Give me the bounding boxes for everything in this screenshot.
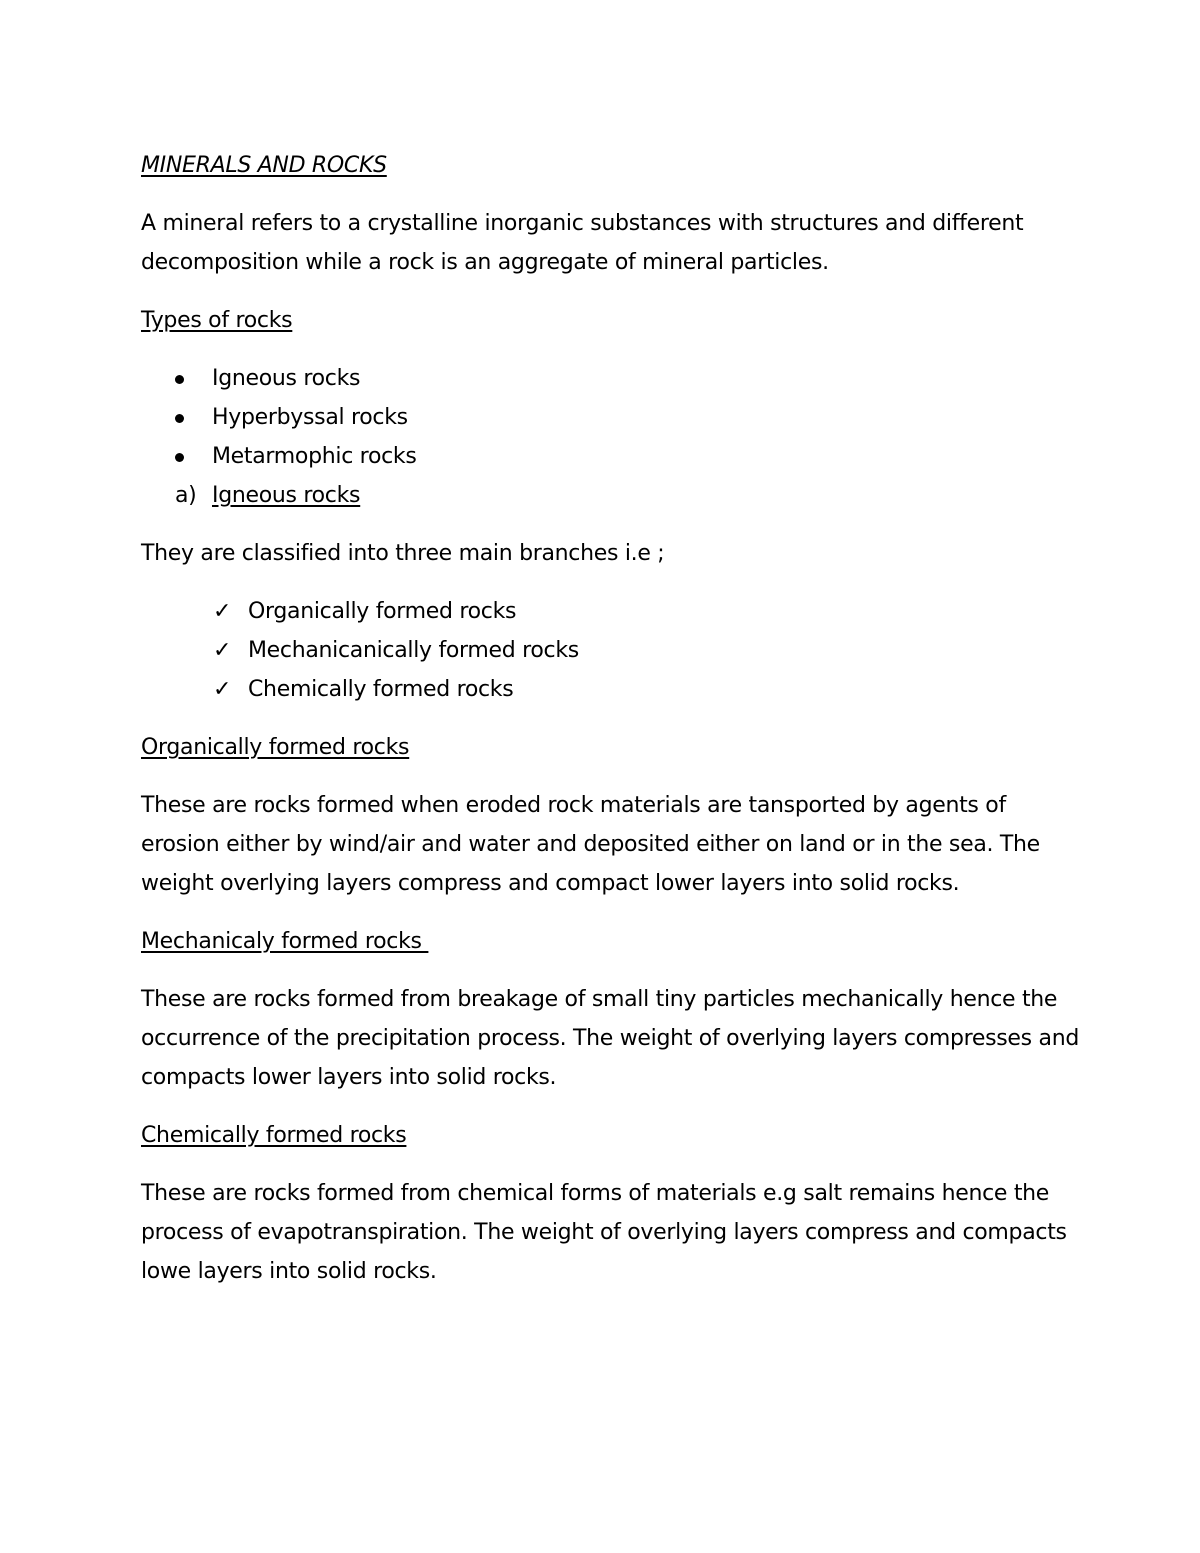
list-item-label: Hyperbyssal rocks <box>212 405 408 430</box>
mechanical-heading <box>141 922 1081 961</box>
checkmark-icon: ✓ <box>213 638 232 663</box>
list-item <box>141 592 1081 631</box>
section-a-marker: a) <box>175 483 197 508</box>
list-item <box>141 631 1081 670</box>
rock-types-list <box>141 359 1081 476</box>
organic-paragraph: These are rocks formed when eroded rock materials are tansported by agents of erosion either by wind/air and water and deposited either on land or in the sea. The weight overlying layers compress and compact lower layers into solid rocks. <box>141 793 1040 896</box>
section-a-heading <box>141 476 1081 515</box>
list-item-label: Chemically formed rocks <box>248 677 514 702</box>
list-item <box>141 437 1081 476</box>
section-a-label: Igneous rocks <box>212 483 361 508</box>
branches-list <box>141 592 1081 709</box>
mechanical-paragraph: These are rocks formed from breakage of small tiny particles mechanically hence the occurrence of the precipitation process. The weight of overlying layers compresses and compacts lower layers into solid rocks. <box>141 987 1080 1090</box>
chemical-heading-text: Chemically formed rocks <box>141 1123 407 1148</box>
classified-paragraph: They are classified into three main branches i.e ; <box>141 541 665 566</box>
title-text: MINERALS AND ROCKS <box>141 153 387 178</box>
types-heading-text: Types of rocks <box>141 308 293 333</box>
bullet-icon <box>175 375 184 384</box>
list-item <box>141 398 1081 437</box>
checkmark-icon: ✓ <box>213 599 232 624</box>
list-item-label: Mechanicanically formed rocks <box>248 638 579 663</box>
organic-heading-text: Organically formed rocks <box>141 735 410 760</box>
types-heading <box>141 301 1081 340</box>
list-item <box>141 670 1081 709</box>
chemical-heading <box>141 1116 1081 1155</box>
list-item-label: Metarmophic rocks <box>212 444 417 469</box>
bullet-icon <box>175 414 184 423</box>
list-item-label: Organically formed rocks <box>248 599 517 624</box>
intro-paragraph: A mineral refers to a crystalline inorganic substances with structures and different decomposition while a rock is an aggregate of mineral particles. <box>141 211 1024 275</box>
chemical-paragraph: These are rocks formed from chemical forms of materials e.g salt remains hence the process of evapotranspiration. The weight of overlying layers compress and compacts lowe layers into solid rocks. <box>141 1181 1067 1284</box>
document-body <box>141 146 1081 1310</box>
document-title <box>141 146 1081 185</box>
checkmark-icon: ✓ <box>213 677 232 702</box>
organic-heading <box>141 728 1081 767</box>
mechanical-heading-text: Mechanicaly formed rocks <box>141 929 429 954</box>
list-item <box>141 359 1081 398</box>
bullet-icon <box>175 453 184 462</box>
list-item-label: Igneous rocks <box>212 366 361 391</box>
